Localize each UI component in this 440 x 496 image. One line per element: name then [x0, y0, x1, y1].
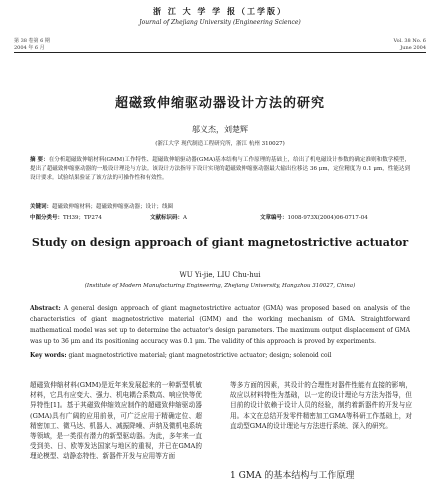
doc-code-label: 文献标识码：	[150, 215, 184, 221]
authors-en: WU Yi-jie, LIU Chu-hui	[179, 271, 261, 279]
journal-header	[0, 6, 440, 26]
clc-label: 中图分类号：	[30, 215, 64, 221]
affiliation-zh: (浙江大学 现代制造工程研究所，浙江 杭州 310027)	[155, 141, 285, 147]
doc-code-field	[150, 213, 260, 221]
clc-field	[30, 213, 150, 221]
header-rule	[14, 52, 426, 53]
header-date-zh: 2004 年 6 月	[14, 45, 45, 51]
journal-name-zh: 浙 江 大 学 学 报（工学版）	[153, 6, 287, 16]
classification-row	[30, 213, 410, 221]
header-volume-en-line: Vol. 38 No. 6	[393, 38, 426, 44]
doc-code-value: A	[183, 215, 187, 221]
article-number-label: 文章编号：	[260, 215, 288, 221]
abstract-zh	[30, 156, 410, 183]
abstract-en	[30, 303, 410, 347]
paper-title-en: Study on design approach of giant magnetostrictive actuator	[31, 236, 409, 249]
header-volume-zh: 第 38 卷第 6 期	[14, 38, 50, 44]
abstract-zh-text: 在分析超磁致伸缩材料(GMM)工作特性、超磁致伸缩驱动器(GMA)基本结构与工作原理的基础上，给出了机电磁设计参数的确定准则和数学模型，提出了超磁致伸缩驱动器的一般设计理论与方法。该设计方法指导下设计实现的超磁致伸缩驱动器最大输出位移达 36 μm，定位精度为 0.1 μm，性能达到设计要求。试验结果验证了该方法的可操作性和有效性。	[30, 157, 410, 181]
clc-value: TH39；TP274	[63, 215, 102, 221]
keywords-en-label: Key words:	[30, 352, 67, 359]
keywords-en	[30, 352, 410, 359]
keywords-en-text: giant magnetostrictive material; giant magnetostrictive actuator; design; solenoid coil	[68, 352, 332, 359]
body-column-right: 等多方面的因素，其设计的合理性对器件性能有直接的影响，故应以材料特性为基础，以一定的设计理论与方法为指导，但目前的设计依赖于设计人员的经验，制约着新器件的开发与应用。本文在总结开发零件精密加工GMA等科研工作基础上，对直动型GMA的设计理论与方法进行系统、深入的研究。	[230, 381, 412, 430]
header-volume-en	[393, 38, 426, 52]
keywords-zh-text: 超磁致伸缩材料；超磁致伸缩驱动器；设计；线圈	[52, 204, 174, 210]
abstract-en-text: A general design approach of giant magnetostrictive actuator (GMA) was proposed based on analysis of the characteristics of giant magnetostrictive material (GMM) and the working mechanism of GMA. Straightforward mathematical model was set up to determine the actuator's design parameters. The maximum output displacement of GMA was up to 36 μm and its positioning accuracy was 0.1 μm. The validity of this approach is proved by experiments.	[30, 305, 410, 345]
article-number-field	[260, 213, 368, 221]
paper-title-zh: 超磁致伸缩驱动器设计方法的研究	[114, 96, 325, 111]
keywords-zh-label: 关键词：	[30, 204, 53, 210]
authors-zh: 邬义杰，刘楚辉	[192, 125, 248, 134]
article-number-value: 1008-973X(2004)06-0717-04	[287, 215, 368, 221]
affiliation-en: (Institute of Modern Manufacturing Engineering, Zhejiang University, Hangzhou 310027, China)	[84, 283, 356, 289]
abstract-en-label: Abstract:	[30, 305, 61, 312]
body-column-left: 超磁致伸缩材料(GMM)是近年来发展起来的一种新型机敏材料，它具有应变大、强力、机电耦合系数高、响应快等优异特性[1]。基于其磁致伸缩效应制作的超磁致伸缩驱动器(GMA)具有广阔的应用前景，可广泛应用于精确定位、超精密加工、微马达、机器人、减振降噪、声纳及微机电系统等领域，是一类很有潜力的新型驱动器。为此，多年来一直受到美、日、欧等发达国家与地区的重视，并已在GMA的理论模型、动静态特性、新器件开发与应用等方面	[30, 381, 202, 461]
abstract-zh-label: 摘 要：	[30, 157, 49, 163]
section-heading-1: 1 GMA 的基本结构与工作原理	[230, 471, 355, 481]
keywords-zh	[30, 202, 410, 210]
journal-name-en: Journal of Zhejiang University (Engineering Science)	[139, 19, 301, 26]
header-volume-issue	[14, 38, 50, 52]
header-date-en: June 2004	[400, 45, 426, 51]
